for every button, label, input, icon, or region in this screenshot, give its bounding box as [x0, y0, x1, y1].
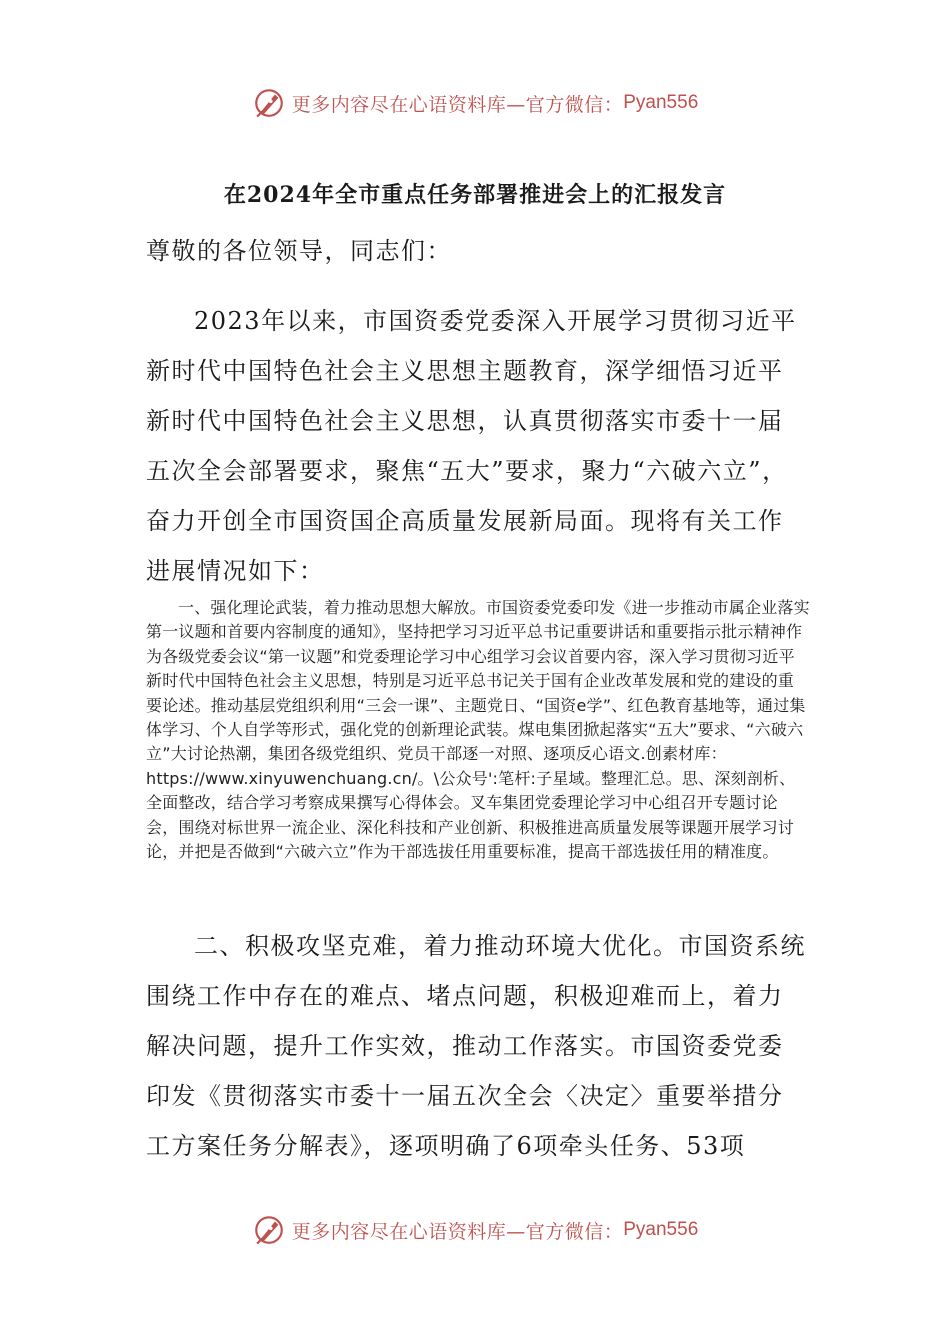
- header-watermark-banner: [0, 83, 950, 123]
- section-one-paragraph: 一、强化理论武装，着力推动思想大解放。市国资委党委印发《进一步推动市属企业落实第一议题和首要内容制度的通知》，坚持把学习习近平总书记重要讲话和重要指示批示精神作为各级党委会议“第一议题”和党委理论学习中心组学习会议首要内容，深入学习贯彻习近平新时代中国特色社会主义思想，特别是习近平总书记关于国有企业改革发展和党的建设的重要论述。推动基层党组织利用“三会一课”、主题党日、“国资e学”、红色教育基地等，通过集体学习、个人自学等形式，强化党的创新理论武装。煤电集团掀起落实“五大”要求、“六破六立”大讨论热潮，集团各级党组织、党员干部逐一对照、逐项反心语文.创素材库：https://www.xinyuwenchuang.cn/。\公众号':笔杆:子星域。整理汇总。思、深刻剖析、全面整改，结合学习考察成果撰写心得体会。叉车集团党委理论学习中心组召开专题讨论会，围绕对标世界一流企业、深化科技和产业创新、积极推进高质量发展等课题开展学习讨论，并把是否做到“六破六立”作为干部选拔任用重要标准，提高干部选拔任用的精准度。: [146, 598, 810, 862]
- banner-wechat-id: Pyan556: [623, 1219, 699, 1240]
- banner-text: 更多内容尽在心语资料库—官方微信：: [291, 93, 624, 116]
- salutation: 尊敬的各位领导，同志们：: [146, 237, 452, 265]
- intro-paragraph: 2023年以来，市国资委党委深入开展学习贯彻习近平新时代中国特色社会主义思想主题教育，深学细悟习近平新时代中国特色社会主义思想，认真贯彻落实市委十一届五次全会部署要求，聚焦“五大”要求，聚力“六破六立”，奋力开创全市国资国企高质量发展新局面。现将有关工作进展情况如下：: [146, 307, 797, 585]
- banner-wechat-id: Pyan556: [623, 92, 699, 113]
- section-two-paragraph: 二、积极攻坚克难，着力推动环境大优化。市国资系统围绕工作中存在的难点、堵点问题，积极迎难而上，着力解决问题，提升工作实效，推动工作落实。市国资委党委印发《贯彻落实市委十一届五次全会〈决定〉重要举措分工方案任务分解表》，逐项明确了6项牵头任务、53项: [146, 932, 806, 1160]
- footer-watermark-banner: [0, 1210, 950, 1250]
- pen-nib-logo-icon: [252, 1213, 286, 1247]
- banner-text: 更多内容尽在心语资料库—官方微信：: [291, 1220, 624, 1243]
- pen-nib-logo-icon: [252, 86, 286, 120]
- document-title: 在2024年全市重点任务部署推进会上的汇报发言: [223, 182, 727, 208]
